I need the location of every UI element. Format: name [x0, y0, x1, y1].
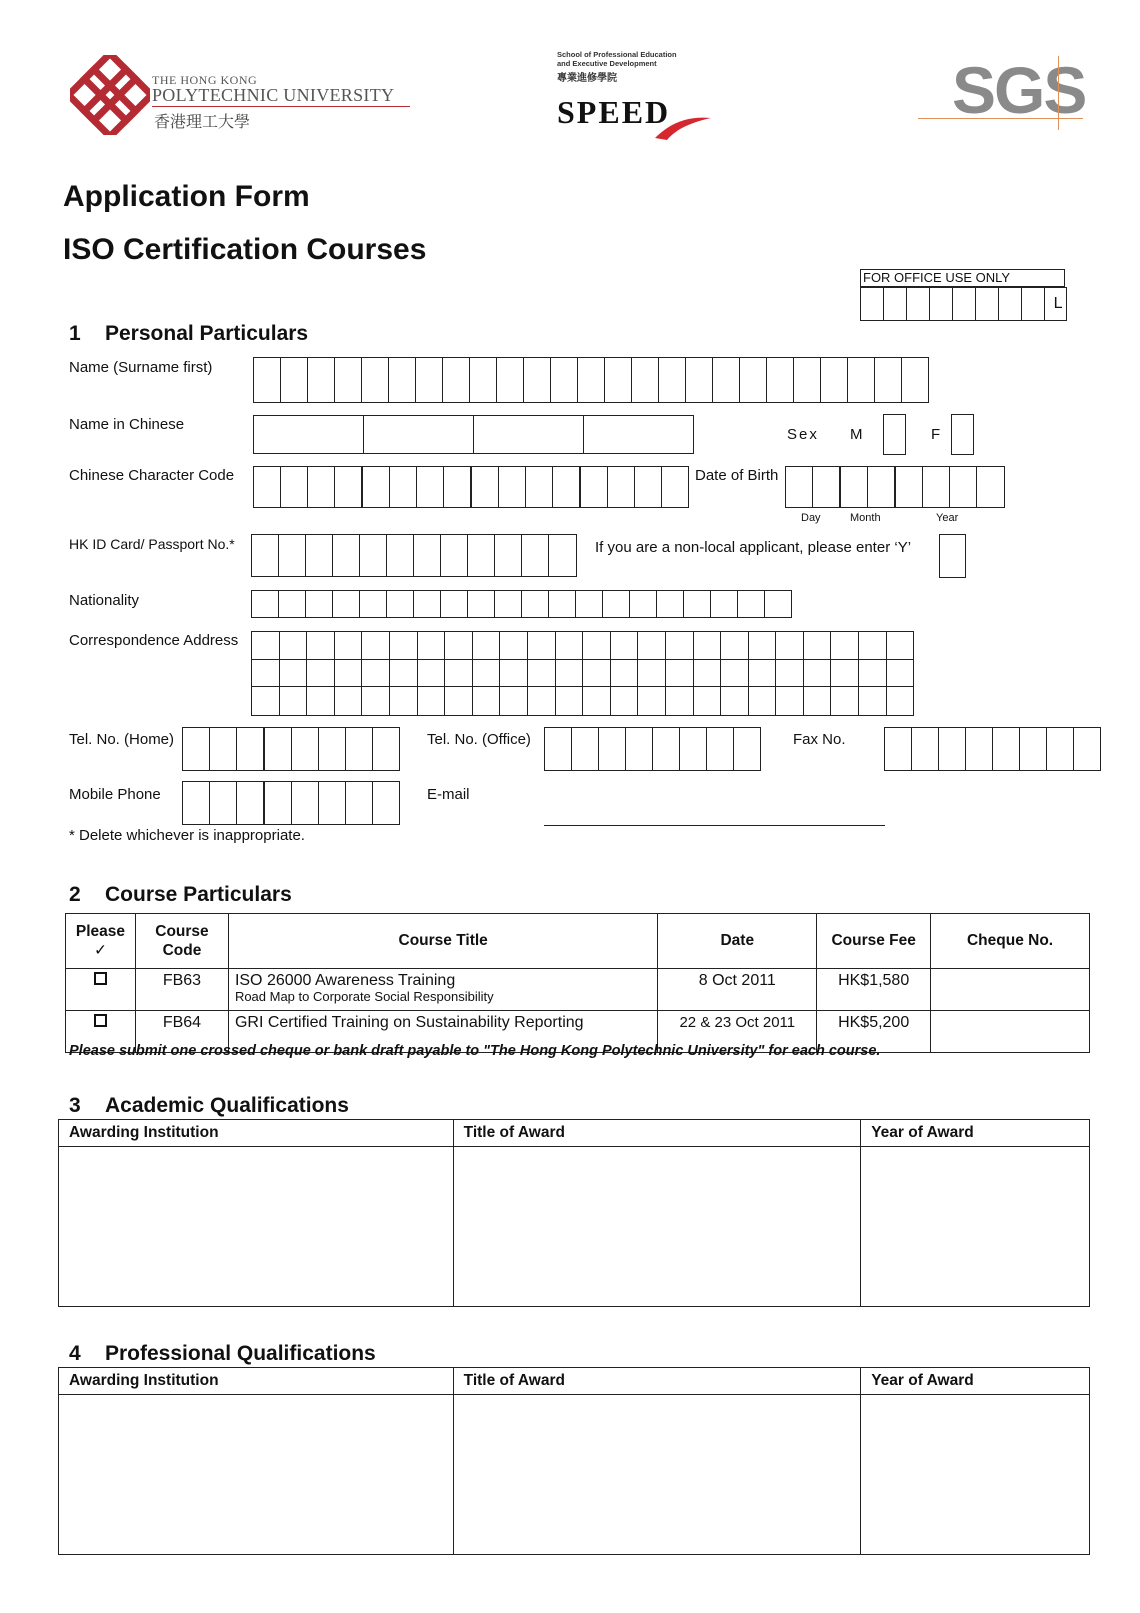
polyu-name-line1: THE HONG KONG	[152, 73, 258, 87]
polyu-underline	[152, 106, 410, 107]
office-use-label: FOR OFFICE USE ONLY	[861, 270, 1064, 287]
section4-heading	[69, 1342, 376, 1366]
polyu-logo	[70, 55, 410, 140]
sex-m-label: M	[850, 426, 863, 443]
payment-note: Please submit one crossed cheque or bank draft payable to "The Hong Kong Polytechnic University" for each course.	[69, 1043, 881, 1059]
course-date: 22 & 23 Oct 2011	[658, 1011, 817, 1053]
sgs-vline	[1058, 56, 1059, 130]
dob-year-label: Year	[936, 512, 959, 524]
dob-day-label: Day	[801, 512, 821, 524]
form-title: Application Form	[63, 180, 310, 213]
office-use-box	[860, 269, 1065, 321]
col-date: Date	[658, 914, 817, 969]
professional-title-input[interactable]	[453, 1395, 861, 1555]
speed-name: SPEED	[557, 94, 671, 130]
academic-institution-input[interactable]	[59, 1147, 454, 1307]
col-please	[66, 914, 136, 969]
mobile-label: Mobile Phone	[69, 786, 161, 803]
name-label: Name (Surname first)	[69, 359, 213, 376]
tel-office-label: Tel. No. (Office)	[427, 731, 531, 748]
hkid-label: HK ID Card/ Passport No.*	[69, 536, 235, 552]
email-input-line[interactable]	[544, 825, 885, 826]
course-fb63-checkbox[interactable]	[94, 972, 107, 985]
fax-label: Fax No.	[793, 731, 846, 748]
tel-office-input-cells[interactable]	[544, 727, 761, 771]
academic-col-year: Year of Award	[861, 1120, 1090, 1147]
course-code: FB64	[135, 1011, 228, 1053]
course-title: GRI Certified Training on Sustainability Reporting	[228, 1011, 657, 1053]
chinese-name-input-cells[interactable]	[253, 415, 694, 454]
professional-col-title: Title of Award	[453, 1368, 861, 1395]
speed-swoosh-icon	[653, 112, 713, 142]
professional-year-input[interactable]	[861, 1395, 1090, 1555]
footnote: * Delete whichever is inappropriate.	[69, 827, 305, 844]
section3-heading	[69, 1094, 349, 1118]
form-subtitle: ISO Certification Courses	[63, 233, 427, 266]
sex-label: Sex	[787, 426, 819, 443]
course-title: ISO 26000 Awareness Training	[234, 972, 456, 989]
sex-f-checkbox[interactable]	[951, 414, 974, 455]
speed-line1: School of Professional Education	[557, 50, 677, 59]
academic-col-title: Title of Award	[453, 1120, 861, 1147]
dob-month-label: Month	[850, 512, 881, 524]
col-course-fee: Course Fee	[817, 914, 931, 969]
course-fee: HK$1,580	[817, 969, 931, 1011]
nationality-input-cells[interactable]	[251, 590, 792, 618]
sgs-name: SGS	[952, 53, 1086, 127]
dob-label: Date of Birth	[695, 467, 779, 484]
cheque-no-input[interactable]	[931, 1011, 1090, 1053]
course-row-fb63	[66, 969, 1090, 1011]
name-input-cells[interactable]	[253, 357, 929, 403]
polyu-name-zh: 香港理工大學	[154, 112, 251, 131]
speed-line2: and Executive Development	[557, 59, 657, 68]
course-subtitle: Road Map to Corporate Social Responsibility	[234, 989, 494, 1004]
office-use-cells[interactable]	[860, 287, 1067, 321]
tel-home-label: Tel. No. (Home)	[69, 731, 175, 748]
section1-number: 1	[69, 322, 81, 345]
cheque-no-input[interactable]	[931, 969, 1090, 1011]
section1-title: Personal Particulars	[105, 322, 309, 345]
address-input-row3[interactable]	[251, 686, 914, 716]
sex-f-label: F	[931, 426, 941, 443]
professional-institution-input[interactable]	[59, 1395, 454, 1555]
course-table	[65, 913, 1090, 1053]
course-fee: HK$5,200	[817, 1011, 931, 1053]
col-cheque-no: Cheque No.	[931, 914, 1090, 969]
tel-home-input-cells[interactable]	[182, 727, 400, 771]
fax-input-cells[interactable]	[884, 727, 1101, 771]
course-date: 8 Oct 2011	[658, 969, 817, 1011]
professional-col-institution: Awarding Institution	[59, 1368, 454, 1395]
course-fb64-checkbox[interactable]	[94, 1014, 107, 1027]
section4-number: 4	[69, 1342, 81, 1365]
nonlocal-label: If you are a non-local applicant, please enter ‘Y’	[595, 539, 912, 556]
polyu-name-line2: POLYTECHNIC UNIVERSITY	[152, 85, 395, 105]
mobile-input-cells[interactable]	[182, 781, 400, 825]
email-label: E-mail	[427, 786, 470, 803]
section3-title: Academic Qualifications	[105, 1094, 349, 1117]
section2-heading	[69, 883, 292, 907]
col-please-label: Please	[75, 922, 126, 940]
nonlocal-checkbox[interactable]	[939, 534, 966, 578]
office-use-l-cell: L	[1045, 287, 1067, 321]
section2-title: Course Particulars	[105, 883, 292, 906]
col-course-title: Course Title	[228, 914, 657, 969]
academic-year-input[interactable]	[861, 1147, 1090, 1307]
hkid-input-cells[interactable]	[251, 534, 577, 577]
section4-title: Professional Qualifications	[105, 1342, 376, 1365]
speed-logo	[557, 50, 717, 145]
address-input-row2[interactable]	[251, 659, 914, 688]
academic-table	[58, 1119, 1090, 1307]
course-code: FB63	[135, 969, 228, 1011]
chinese-code-input-cells[interactable]	[253, 466, 689, 508]
academic-title-input[interactable]	[453, 1147, 861, 1307]
chinese-name-label: Name in Chinese	[69, 416, 185, 433]
academic-col-institution: Awarding Institution	[59, 1120, 454, 1147]
speed-zh: 專業進修學院	[557, 73, 617, 84]
sex-m-checkbox[interactable]	[883, 414, 906, 455]
professional-col-year: Year of Award	[861, 1368, 1090, 1395]
address-label: Correspondence Address	[69, 632, 239, 649]
course-table-header	[66, 914, 1090, 969]
chinese-code-label: Chinese Character Code	[69, 467, 235, 484]
section1-heading	[69, 322, 308, 346]
section3-number: 3	[69, 1094, 81, 1117]
col-course-code: Course Code	[135, 914, 228, 969]
dob-input-cells[interactable]	[785, 466, 1005, 508]
sgs-logo	[918, 52, 1086, 132]
col-tick-label: ✓	[93, 941, 107, 959]
section2-number: 2	[69, 883, 81, 906]
professional-table	[58, 1367, 1090, 1555]
nationality-label: Nationality	[69, 592, 140, 609]
address-input-row1[interactable]	[251, 631, 914, 660]
polyu-emblem-icon	[70, 55, 150, 135]
